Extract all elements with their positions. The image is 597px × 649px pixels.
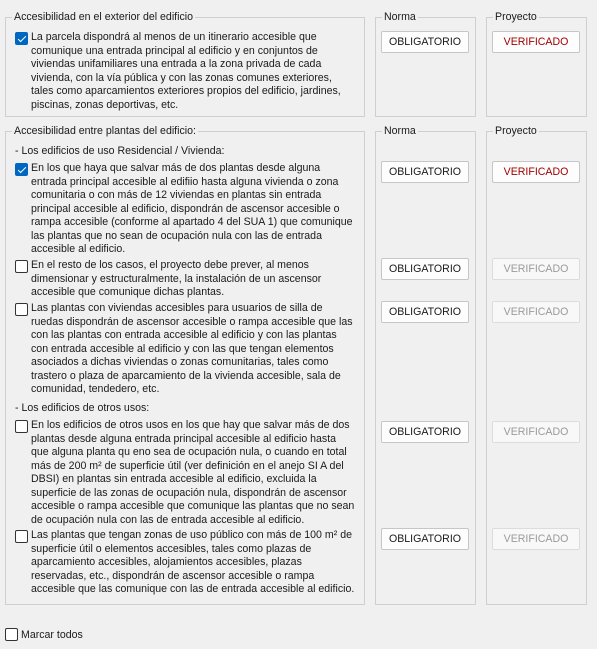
proyecto-title: Proyecto — [495, 11, 537, 23]
proyecto-button[interactable]: VERIFICADO — [492, 161, 580, 183]
norma-button[interactable]: OBLIGATORIO — [381, 161, 469, 183]
requirement-text: La parcela dispondrá al menos de un itinerario accesible que comunique una entrada principal al edificio y en conjuntos de viviendas unifamiliares una entrada a la zona privada de cada vivienda, con la vía pública y con las zonas comunes exteriores, tales como aparcamientos exteriores propios del edificio, jardines, piscinas, zonas deportivas, etc. — [31, 31, 341, 111]
group-plantas-title: Accesibilidad entre plantas del edificio: — [14, 125, 196, 137]
requirement-text: En el resto de los casos, el proyecto debe prever, al menos dimensionar y estructuralmente, la instalación de un ascensor accesible que comunique dichas plantas. — [31, 259, 322, 298]
norma-button[interactable]: OBLIGATORIO — [381, 528, 469, 550]
norma-title: Norma — [384, 125, 416, 137]
group-exterior-title: Accesibilidad en el exterior del edificio — [14, 11, 194, 23]
proyecto-title: Proyecto — [495, 125, 537, 137]
requirement-checkbox[interactable] — [15, 260, 28, 273]
subheading-otros-usos: - Los edificios de otros usos: — [15, 402, 150, 414]
requirement-item[interactable] — [15, 419, 355, 527]
proyecto-button[interactable]: VERIFICADO — [492, 31, 580, 53]
norma-button[interactable]: OBLIGATORIO — [381, 421, 469, 443]
proyecto-button[interactable]: VERIFICADO — [492, 258, 580, 280]
proyecto-button[interactable]: VERIFICADO — [492, 421, 580, 443]
requirement-item[interactable] — [15, 31, 355, 112]
requirement-item[interactable] — [15, 162, 355, 257]
marcar-todos-label: Marcar todos — [21, 629, 83, 641]
norma-button[interactable]: OBLIGATORIO — [381, 258, 469, 280]
marcar-todos-box[interactable] — [5, 628, 18, 641]
norma-button[interactable]: OBLIGATORIO — [381, 31, 469, 53]
requirement-checkbox[interactable] — [15, 530, 28, 543]
norma-title: Norma — [384, 11, 416, 23]
requirement-text: En los edificios de otros usos en los que hay que salvar más de dos plantas desde alguna entrada principal accesible al edificio hasta que alguna planta qu eno sea de ocupación nula, o cuando en total más de 200 m² de superficie útil (ver definición en el anejo SI A del DBSI) en plantas sin entrada accesible al edificio, excluida la superficie de las zonas de ocupación nula, dispondrán de ascensor accesible o rampa accesible que comunique las plantas que no sean de ocupación nula con las de entrada accesible al edificio. — [31, 419, 355, 526]
subheading-residencial: - Los edificios de uso Residencial / Vivienda: — [15, 145, 225, 157]
proyecto-button[interactable]: VERIFICADO — [492, 528, 580, 550]
requirement-text: Las plantas con viviendas accesibles para usuarios de silla de ruedas dispondrán de ascensor accesible o rampa accesible que las con las plantas con entrada accesible al edificio y con las plantas con entrada accesible al edificio y con las que tengan elementos asociados a dichas viviendas o zonas comunitarias, tales como trastero o plaza de aparcamiento de la vivienda accesible, sala de comunidad, tendedero, etc. — [31, 302, 353, 395]
requirement-text: En los que haya que salvar más de dos plantas desde alguna entrada principal accesible al edifiio hasta alguna vivienda o zona comunitaria o con más de 12 viviendas en plantas sin entrada principal accesible al edificio, dispondrán de ascensor accesible o rampa accesible (conforme al apartado 4 del SUA 1) que comunique las plantas que no sean de ocupación nula con las de entrada accesible al edificio. — [31, 162, 353, 255]
requirement-checkbox[interactable] — [15, 303, 28, 316]
requirement-checkbox[interactable] — [15, 32, 28, 45]
proyecto-button[interactable]: VERIFICADO — [492, 301, 580, 323]
requirement-text: Las plantas que tengan zonas de uso público con más de 100 m² de superficie útil o elementos accesibles, tales como plazas de aparcamiento accesibles, alojamientos accesibles, plazas reservadas, etc., dispondrán de ascensor accesible o rampa accesible que las comunique con las de entrada accesible al edificio. — [31, 529, 355, 595]
requirement-item[interactable] — [15, 302, 355, 397]
requirement-checkbox[interactable] — [15, 420, 28, 433]
requirement-item[interactable] — [15, 259, 355, 300]
norma-button[interactable]: OBLIGATORIO — [381, 301, 469, 323]
marcar-todos-checkbox[interactable] — [5, 628, 83, 642]
requirement-item[interactable] — [15, 529, 355, 597]
requirement-checkbox[interactable] — [15, 163, 28, 176]
